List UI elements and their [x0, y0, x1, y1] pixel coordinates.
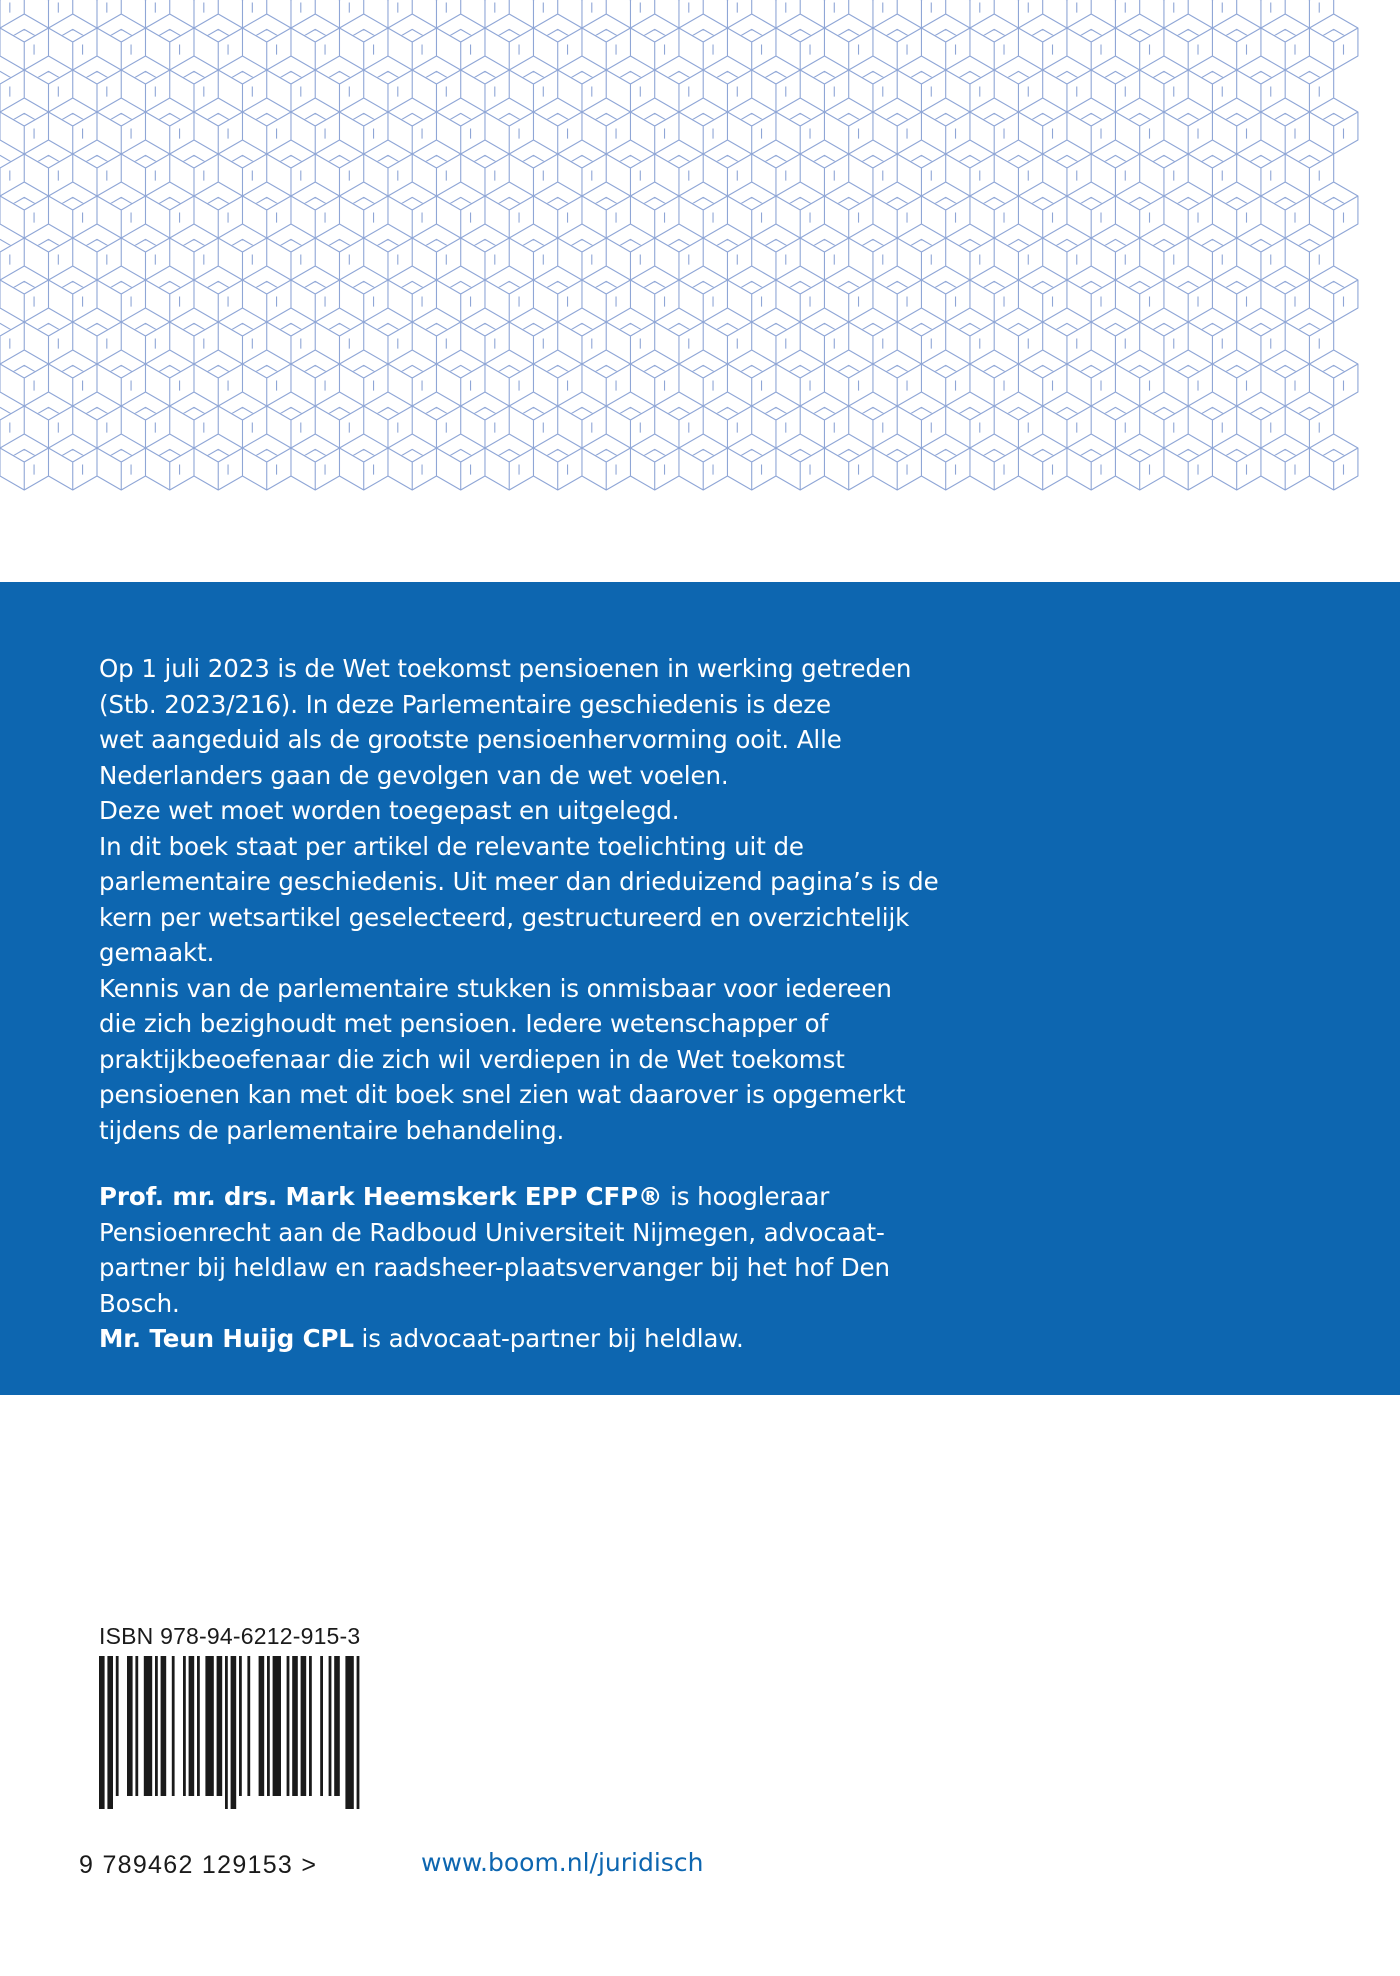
- barcode-bar: [116, 1656, 119, 1796]
- publisher-website-link[interactable]: www.boom.nl/juridisch: [421, 1848, 704, 1877]
- description-panel: [0, 582, 1400, 1395]
- barcode-bar: [309, 1656, 312, 1796]
- barcode-bar: [247, 1656, 250, 1796]
- isbn-label: ISBN 978-94-6212-915-3: [99, 1623, 361, 1649]
- cover-pattern: [0, 0, 1400, 582]
- pattern-lines: [0, 0, 1358, 490]
- barcode-bar: [127, 1656, 133, 1796]
- barcode-bar: [183, 1656, 186, 1796]
- barcode-bar: [99, 1656, 105, 1809]
- author-bios: [99, 1179, 959, 1357]
- author-name: Mr. Teun Huijg CPL: [99, 1324, 354, 1353]
- barcode-bar: [345, 1656, 353, 1809]
- barcode-bar: [273, 1656, 281, 1796]
- author-name: Prof. mr. drs. Mark Heemskerk EPP CFP®: [99, 1182, 663, 1211]
- barcode-bar: [135, 1656, 138, 1796]
- barcode-bar: [225, 1656, 228, 1809]
- barcode-bar: [155, 1656, 158, 1796]
- barcode-bar: [107, 1656, 113, 1809]
- barcode-bar: [287, 1656, 290, 1796]
- barcode-bar: [292, 1656, 298, 1796]
- barcode-bar: [357, 1656, 360, 1809]
- barcode-digits: 9 789462 129153 >: [79, 1851, 318, 1879]
- book-description: Op 1 juli 2023 is de Wet toekomst pensioenen in werking getreden (Stb. 2023/216). In deze Parlementaire geschiedenis is deze wet aangeduid als de grootste pensioenhervorming ooit. Alle Nederlanders gaan de gevolgen van de wet voelen. Deze wet moet worden toegepast en uitgelegd. In dit boek staat per artikel de relevante toelichting uit de parlementaire geschiedenis. Uit meer dan drieduizend pagina’s is de kern per wetsartikel geselecteerd, gestructureerd en overzichtelijk gemaakt. Kennis van de parlementaire stukken is onmisbaar voor iedereen die zich bezighoudt met pensioen. Iedere wetenschapper of praktijkbeoefenaar die zich wil verdiepen in de Wet toekomst pensioenen kan met dit boek snel zien wat daarover is opgemerkt tijdens de parlementaire behandeling.: [99, 654, 939, 1145]
- barcode-bar: [161, 1656, 167, 1796]
- author-description: is hoogleraar Pensioenrecht aan de Radboud Universiteit Nijmegen, advocaat-partner bij heldlaw en raadsheer-plaatsvervanger bij het hof Den Bosch.: [99, 1182, 890, 1318]
- isometric-pattern-icon: [0, 0, 1400, 582]
- barcode-bar: [334, 1656, 340, 1796]
- barcode-bar: [172, 1656, 175, 1796]
- barcode-bar: [231, 1656, 237, 1809]
- barcode-bar: [205, 1656, 213, 1796]
- barcode-bar: [301, 1656, 307, 1796]
- author-bio-1: [99, 1179, 959, 1321]
- barcode-bar: [144, 1656, 152, 1796]
- barcode-bar: [320, 1656, 323, 1796]
- barcode-bar: [189, 1656, 195, 1796]
- barcode-bar: [239, 1656, 242, 1796]
- barcode-bar: [267, 1656, 270, 1796]
- author-description: is advocaat-partner bij heldlaw.: [353, 1324, 744, 1353]
- barcode-bar: [197, 1656, 200, 1796]
- author-bio-2: [99, 1321, 959, 1357]
- barcode-bar: [329, 1656, 332, 1796]
- barcode-icon: [99, 1656, 365, 1809]
- barcode-bar: [217, 1656, 223, 1796]
- barcode-bar: [259, 1656, 265, 1796]
